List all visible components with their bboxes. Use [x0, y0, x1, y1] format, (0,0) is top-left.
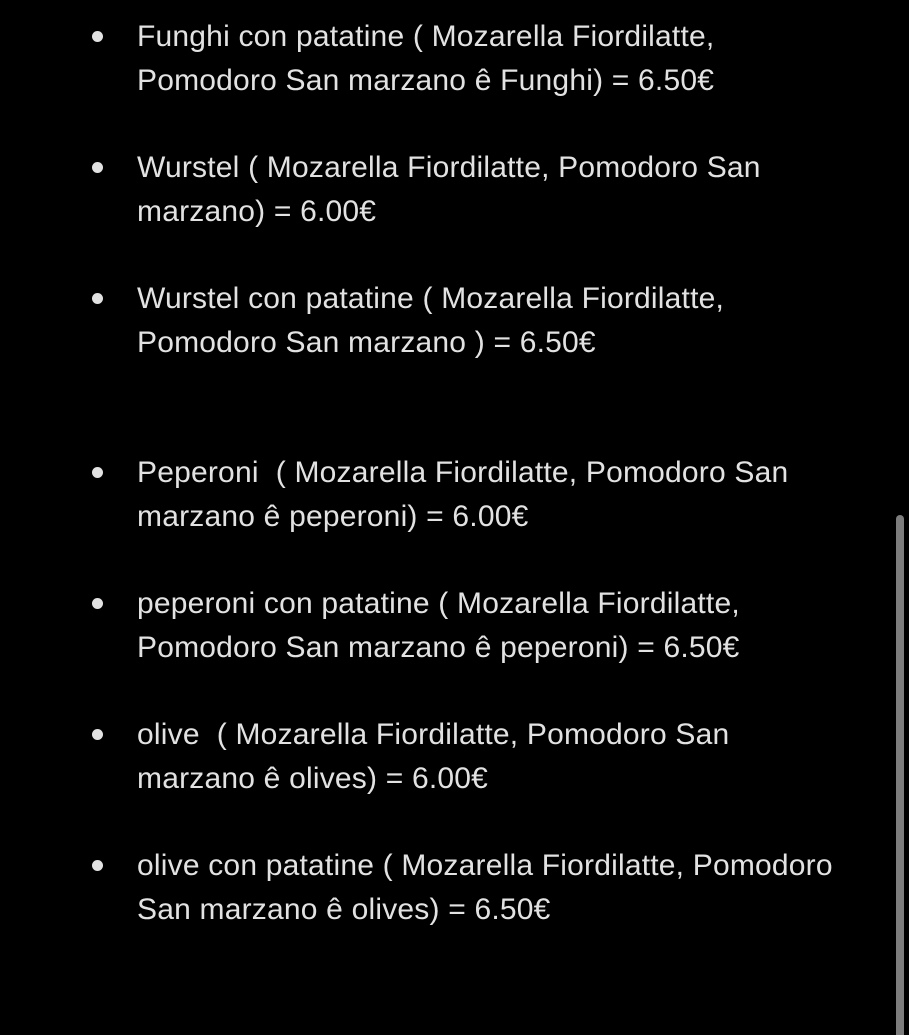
- bullet-icon: [92, 598, 103, 609]
- menu-item-line: peperoni con patatine ( Mozarella Fiordilatte,: [137, 587, 740, 620]
- bullet-icon: [92, 729, 103, 740]
- menu-item-line: Pomodoro San marzano ) = 6.50€: [137, 326, 596, 359]
- list-item: [0, 713, 909, 801]
- scrollbar-thumb[interactable]: [896, 515, 904, 1035]
- menu-item-line: marzano ê peperoni) = 6.00€: [137, 500, 529, 533]
- bullet-icon: [92, 467, 103, 478]
- menu-item-line: marzano ê olives) = 6.00€: [137, 762, 489, 795]
- list-item: [0, 582, 909, 670]
- menu-item-line: Peperoni ( Mozarella Fiordilatte, Pomodoro San: [137, 456, 789, 489]
- list-item: [0, 15, 909, 103]
- menu-item-line: olive ( Mozarella Fiordilatte, Pomodoro San: [137, 718, 730, 751]
- menu-item-text: [137, 451, 788, 539]
- menu-item-line: Wurstel con patatine ( Mozarella Fiordilatte,: [137, 282, 725, 315]
- menu-item-line: Pomodoro San marzano ê peperoni) = 6.50€: [137, 631, 740, 664]
- menu-item-text: [137, 15, 714, 103]
- menu-item-line: olive con patatine ( Mozarella Fiordilatte, Pomodoro: [137, 849, 833, 882]
- menu-item-line: Pomodoro San marzano ê Funghi) = 6.50€: [137, 64, 715, 97]
- menu-item-text: [137, 582, 740, 670]
- bullet-icon: [92, 162, 103, 173]
- bullet-icon: [92, 31, 103, 42]
- menu-item-text: [137, 277, 724, 365]
- bullet-icon: [92, 860, 103, 871]
- menu-item-line: Funghi con patatine ( Mozarella Fiordilatte,: [137, 20, 715, 53]
- list-item: [0, 451, 909, 539]
- menu-item-text: [137, 713, 729, 801]
- menu-item-text: [137, 844, 833, 932]
- menu-item-text: [137, 146, 761, 234]
- menu-item-line: San marzano ê olives) = 6.50€: [137, 893, 551, 926]
- list-item: [0, 146, 909, 234]
- bullet-icon: [92, 293, 103, 304]
- list-item: [0, 844, 909, 932]
- menu-item-line: marzano) = 6.00€: [137, 195, 377, 228]
- list-item: [0, 277, 909, 365]
- menu-item-line: Wurstel ( Mozarella Fiordilatte, Pomodoro San: [137, 151, 761, 184]
